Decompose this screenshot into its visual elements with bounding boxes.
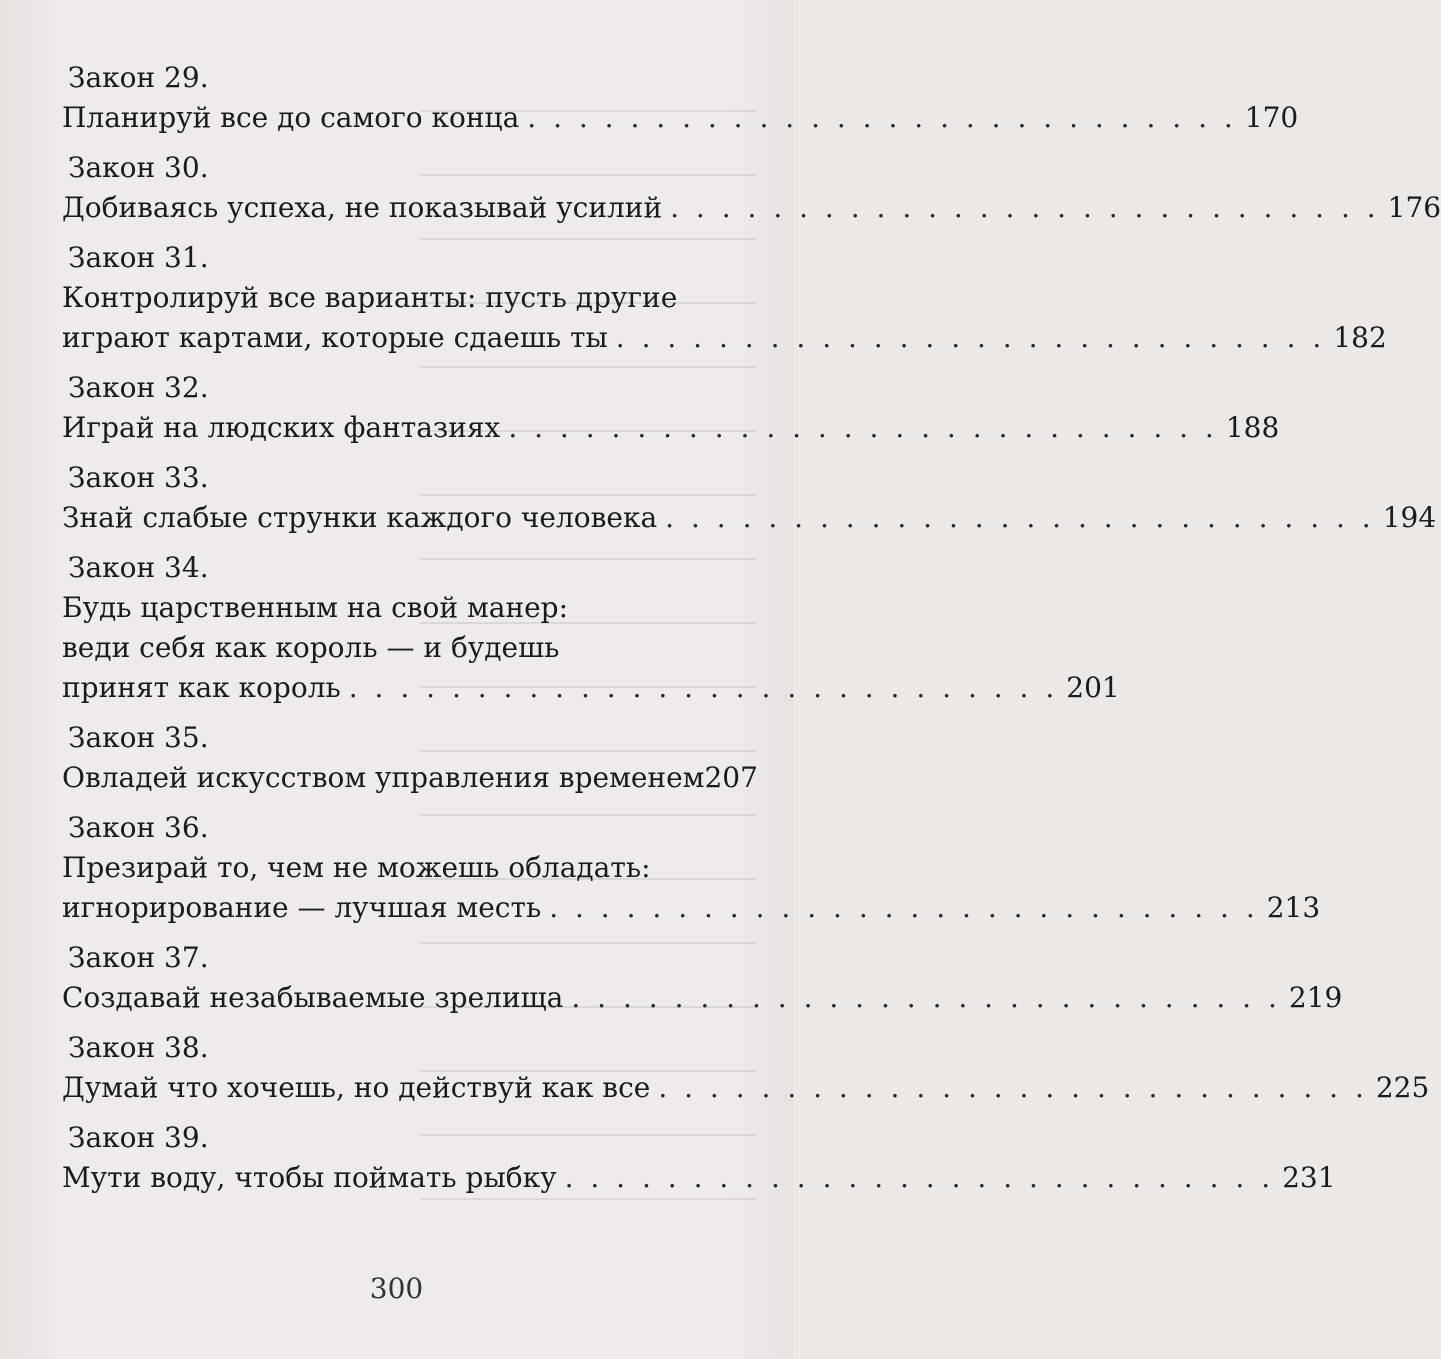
toc-page-number: 231 (1282, 1161, 1336, 1194)
toc-entry (62, 718, 762, 808)
dot-leader: . . . . . . . . . . . . . . . . . . . . . . . . . . . . (348, 671, 1059, 704)
toc-entry (62, 368, 1280, 458)
toc-page-number: 207 (704, 761, 758, 794)
law-title-line: Знай слабые струнки каждого человека (62, 501, 658, 534)
law-title-line: веди себя как король — и будешь (62, 631, 560, 664)
table-of-contents (62, 58, 1441, 1208)
toc-entry (62, 1118, 1336, 1208)
dot-leader: . . . . . . . . . . . . . . . . . . . . . . . . . . . . (564, 1161, 1275, 1194)
dot-leader: . . . . . . . . . . . . . . . . . . . . . . . . . . . . (615, 321, 1326, 354)
law-title-line: Контролируй все варианты: пусть другие (62, 281, 678, 314)
toc-entry (62, 458, 1437, 548)
toc-page-number: 194 (1382, 501, 1437, 534)
dot-leader: . . . . . . . . . . . . . . . . . . . . . . . . . . . . (571, 981, 1281, 1014)
law-title-line: принят как король (62, 671, 341, 704)
toc-entry (62, 58, 1299, 148)
law-title-row (62, 888, 1321, 928)
law-label: Закон 33. (68, 461, 209, 494)
law-title-line: игнорирование — лучшая месть (62, 891, 542, 924)
law-label: Закон 39. (68, 1121, 209, 1154)
law-label: Закон 35. (68, 721, 209, 754)
law-title-line: Добиваясь успеха, не показывай усилий (62, 191, 663, 224)
toc-page-number: 213 (1266, 891, 1321, 924)
toc-page-number: 188 (1225, 411, 1280, 444)
toc-entry (62, 238, 1387, 368)
law-title-row (62, 408, 1280, 448)
toc-entry (62, 548, 1120, 718)
law-title-line: Мути воду, чтобы поймать рыбку (62, 1161, 557, 1194)
law-title-row (62, 1068, 1430, 1108)
law-label: Закон 29. (68, 61, 209, 94)
law-title-row (62, 978, 1343, 1018)
law-title-line: играют картами, которые сдаешь ты (62, 321, 608, 354)
law-title-row (62, 498, 1437, 538)
law-title-row (62, 98, 1299, 138)
law-title-row (62, 188, 1441, 228)
page-number: 300 (369, 1272, 424, 1305)
toc-page-number: 170 (1244, 101, 1299, 134)
law-title-line: Играй на людских фантазиях (62, 411, 501, 444)
toc-page-number: 219 (1288, 981, 1343, 1014)
toc-page-number: 225 (1375, 1071, 1430, 1104)
dot-leader: . . . . . . . . . . . . . . . . . . . . . . . . . . . . (665, 501, 1375, 534)
law-label: Закон 32. (68, 371, 209, 404)
law-label: Закон 36. (68, 811, 209, 844)
toc-page-number: 176 (1387, 191, 1441, 224)
toc-entry (62, 148, 1441, 238)
law-title-line: Думай что хочешь, но действуй как все (62, 1071, 651, 1104)
dot-leader: . . . . . . . . . . . . . . . . . . . . . . . . . . . . (670, 191, 1380, 224)
law-title-line: Планируй все до самого конца (62, 101, 520, 134)
law-label: Закон 31. (68, 241, 209, 274)
toc-entry (62, 938, 1343, 1028)
law-title-line: Создавай незабываемые зрелища (62, 981, 564, 1014)
law-label: Закон 30. (68, 151, 209, 184)
law-title-row (62, 758, 762, 798)
law-title-line: Презирай то, чем не можешь обладать: (62, 851, 651, 884)
dot-leader: . . . . . . . . . . . . . . . . . . . . . . . . . . . . (527, 101, 1237, 134)
dot-leader: . . . . . . . . . . . . . . . . . . . . . . . . . . . . (658, 1071, 1368, 1104)
law-title-row (62, 318, 1387, 358)
toc-page-number: 201 (1066, 671, 1120, 704)
toc-entry (62, 1028, 1430, 1118)
law-label: Закон 37. (68, 941, 209, 974)
toc-entry (62, 808, 1321, 938)
law-title-line: Овладей искусством управления временем (62, 761, 705, 794)
law-label: Закон 34. (68, 551, 209, 584)
law-label: Закон 38. (68, 1031, 209, 1064)
dot-leader: . . . . . . . . . . . . . . . . . . . . . . . . . . . . (508, 411, 1218, 444)
toc-page-number: 182 (1333, 321, 1387, 354)
law-title-row (62, 668, 1120, 708)
law-title-row (62, 1158, 1336, 1198)
law-title-line: Будь царственным на свой манер: (62, 591, 569, 624)
dot-leader: . . . . . . . . . . . . . . . . . . . . . . . . . . . . (549, 891, 1259, 924)
